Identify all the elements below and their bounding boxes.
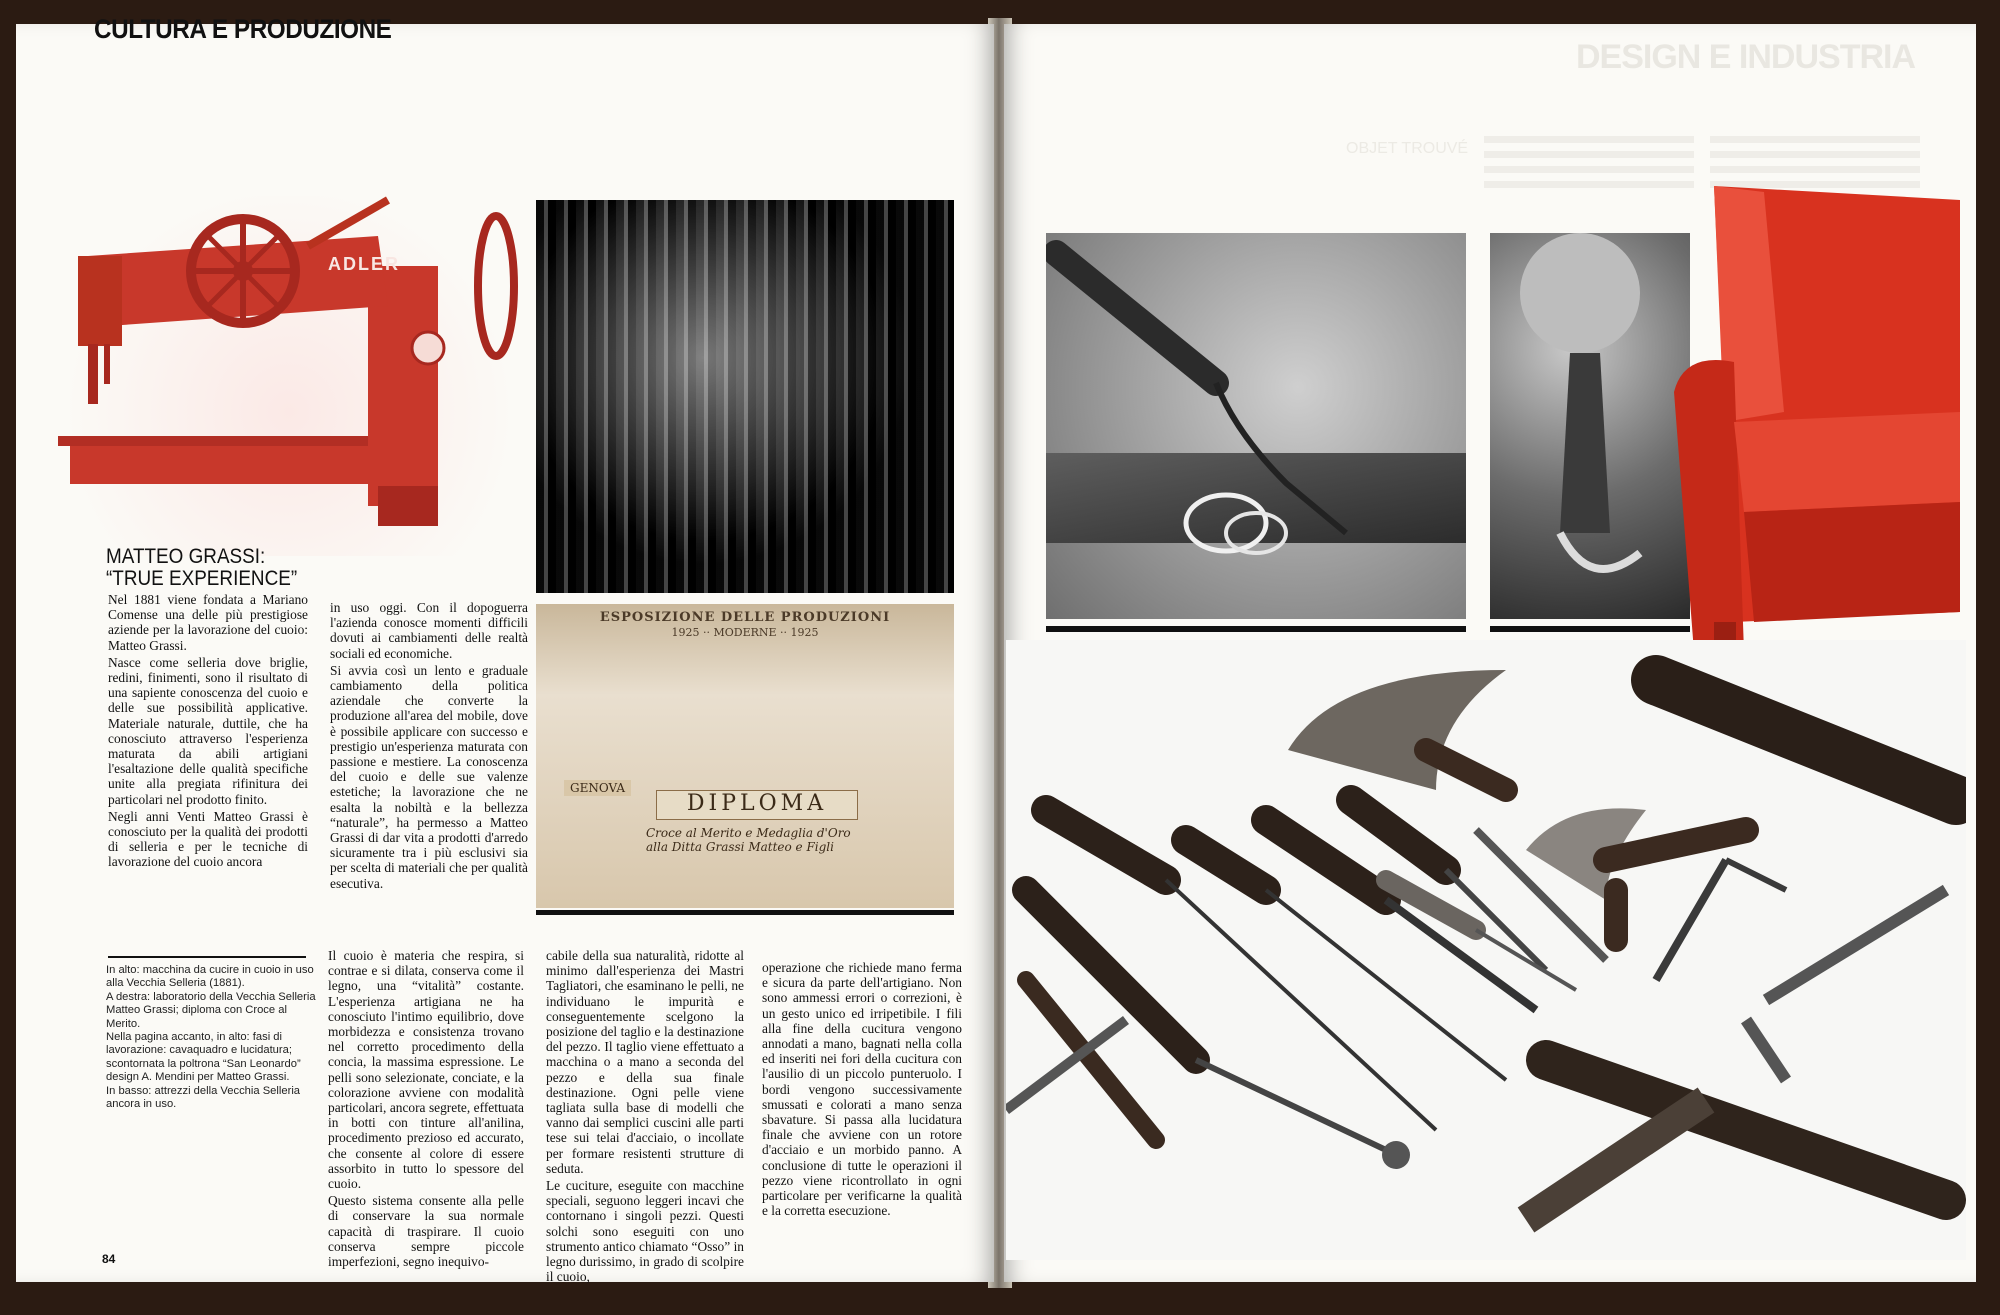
paragraph: Questo sistema consente alla pelle di conservare la sua normale capacità di traspirare. Il cuoio conserva sempre piccole imperfezioni, segno inequivo- [328,1193,524,1270]
paragraph: Negli anni Venti Matteo Grassi è conosciuto per la qualità dei prodotti di selleria e per le tecniche di lavorazione del cuoio ancora [108,808,308,870]
paragraph: in uso oggi. Con il dopoguerra l'azienda conosce momenti difficili dovuti ai cambiamenti delle realtà sociali ed economiche. [330,600,528,661]
polishing-tool-illustration [1490,233,1690,619]
sewing-machine-illustration [48,196,530,556]
photo-caption [106,964,316,1111]
leather-tools-illustration [1006,640,1966,1260]
machine-brand-label: ADLER [328,254,400,274]
polishing-photo [1490,233,1690,619]
photo-rule [1490,626,1690,632]
diploma-banner: DIPLOMA [656,790,858,820]
article-title [106,546,297,590]
paragraph: Nasce come selleria dove briglie, redini, finimenti, sono il risultato di una sapiente conoscenza del cuoio e delle sue possibilità applicative. Materiale naturale, duttile, che ha conosciuto attraverso l'esperienza maturata da abili artigiani l'esaltazione delle qualità specifiche unite alla pregiata rifinitura dei particolari nel prodotto finito. [108,654,308,807]
caption-rule [108,956,306,958]
article-column-5 [762,960,962,1220]
article-column-3 [328,948,524,1271]
diploma-header: ESPOSIZIONE DELLE PRODUZIONI [599,610,891,625]
paragraph: Nel 1881 viene fondata a Mariano Comense una delle più prestigiose aziende per la lavorazione del cuoio: Matteo Grassi. [108,592,308,653]
paragraph: cabile della sua naturalità, ridotte al minimo dall'esperienza dei Mastri Tagliatori, che esaminano le pelli, ne individuano le impurità e conseguentemente scelgono la posizione del taglio e la destinazione del pezzo. Il taglio viene effettuato a macchina o a mano a seconda del pezzo e della sua finale destinazione. Ogni pelle viene tagliata sulla base di modelli che vanno dai semplici cuscini alle parti tese sui telai d'acciaio, o incollate per formare resistenti strutture di seduta. [546,948,744,1176]
workshop-photo [536,200,954,593]
leather-groove-photo [1046,233,1466,619]
paragraph: Si avvia così un lento e graduale cambiamento della politica aziendale che converte la produzione all'area del mobile, dove è possibile applicare con successo e prestigio un'esperienza maturata con passione e mestiere. La conoscenza del cuoio e delle sue valenze estetiche; la lavorazione che ne esalta la nobiltà e la bellezza “naturale”, ha permesso a Matteo Grassi di dar vita a prodotti d'arredo sicuramente tra i più esclusivi sia per scelta di materiali che per qualità esecutiva. [330,662,528,891]
section-title: CULTURA E PRODUZIONE [94,14,392,44]
article-column-4 [546,948,744,1286]
diploma-photo [536,604,954,908]
workshop-photo-shading [536,200,954,593]
photo-rule [536,910,954,915]
caption-line: In alto: macchina da cucire in cuoio in uso alla Vecchia Selleria (1881). [106,964,314,990]
caption-line: Nella pagina accanto, in alto: fasi di lavorazione: cavaquadro e lucidatura; scontornata la poltrona “San Leonardo” design A. Mendini per Matteo Grassi. [106,1031,301,1084]
article-column-2 [330,600,528,893]
tools-photo [1006,640,1966,1260]
article-title-line2: “TRUE EXPERIENCE” [106,567,298,590]
diploma-script: Croce al Merito e Medaglia d'Oro alla Ditta Grassi Matteo e Figli [646,826,851,854]
san-leonardo-armchair [1674,182,1964,660]
article-title-line1: MATTEO GRASSI: [106,545,266,568]
armchair-photo [1674,182,1964,660]
groove-tool-illustration [1046,233,1466,619]
paragraph: Le cuciture, eseguite con macchine speciali, seguono leggeri incavi che contornano i singoli pezzi. Questi solchi sono eseguiti con uno strumento antico chiamato “Osso” in legno durissimo, in grado di scolpire il cuoio, [546,1178,744,1285]
article-column-1 [108,592,308,872]
paragraph: Il cuoio è materia che respira, si contrae e si dilata, conserva come il legno, una “vitalità” costante. L'esperienza artigiana ne ha conosciuto l'intimo equilibrio, dove morbidezza e consistenza trovano nel corretto procedimento della concia, la massima espressione. Le pelli sono selezionate, conciate, e la colorazione avviene con modalità particolari, ancora segrete, effettuata in botti con tinture all'anilina, procedimento prezioso ed accurato, che consente al colore di essere assorbito in tutto lo spessore del cuoio. [328,948,524,1192]
diploma-years: 1925 ·· MODERNE ·· 1925 [671,626,819,639]
caption-line: A destra: laboratorio della Vecchia Selleria Matteo Grassi; diploma con Croce al Merito. [106,990,316,1030]
diploma-city: GENOVA [564,780,631,796]
sewing-machine-photo [48,196,530,556]
page-number: 84 [102,1252,116,1266]
show-through-subheading: OBJET TROUVÉ [1346,140,1469,157]
show-through-text [1484,136,1694,192]
caption-line: In basso: attrezzi della Vecchia Selleria ancora in uso. [106,1084,301,1111]
show-through-heading: DESIGN E INDUSTRIA [1576,38,1916,76]
paragraph: operazione che richiede mano ferma e sicura da parte dell'artigiano. Non sono ammessi errori o correzioni, è un gesto unico ed irripetibile. I fili alla fine della cucitura vengono annodati a mano, bagnati nella colla ed inseriti nei fori della cucitura con l'ausilio di un piccolo punteruolo. I bordi vengono successivamente smussati e colorati a mano senza sbavature. Si passa alla lucidatura finale che avviene con un rotore d'acciaio e un morbido panno. A conclusione di tutte le operazioni il pezzo viene ricontrollato in ogni particolare per verificarne la qualità e la corretta esecuzione. [762,960,962,1219]
photo-rule [1046,626,1466,632]
